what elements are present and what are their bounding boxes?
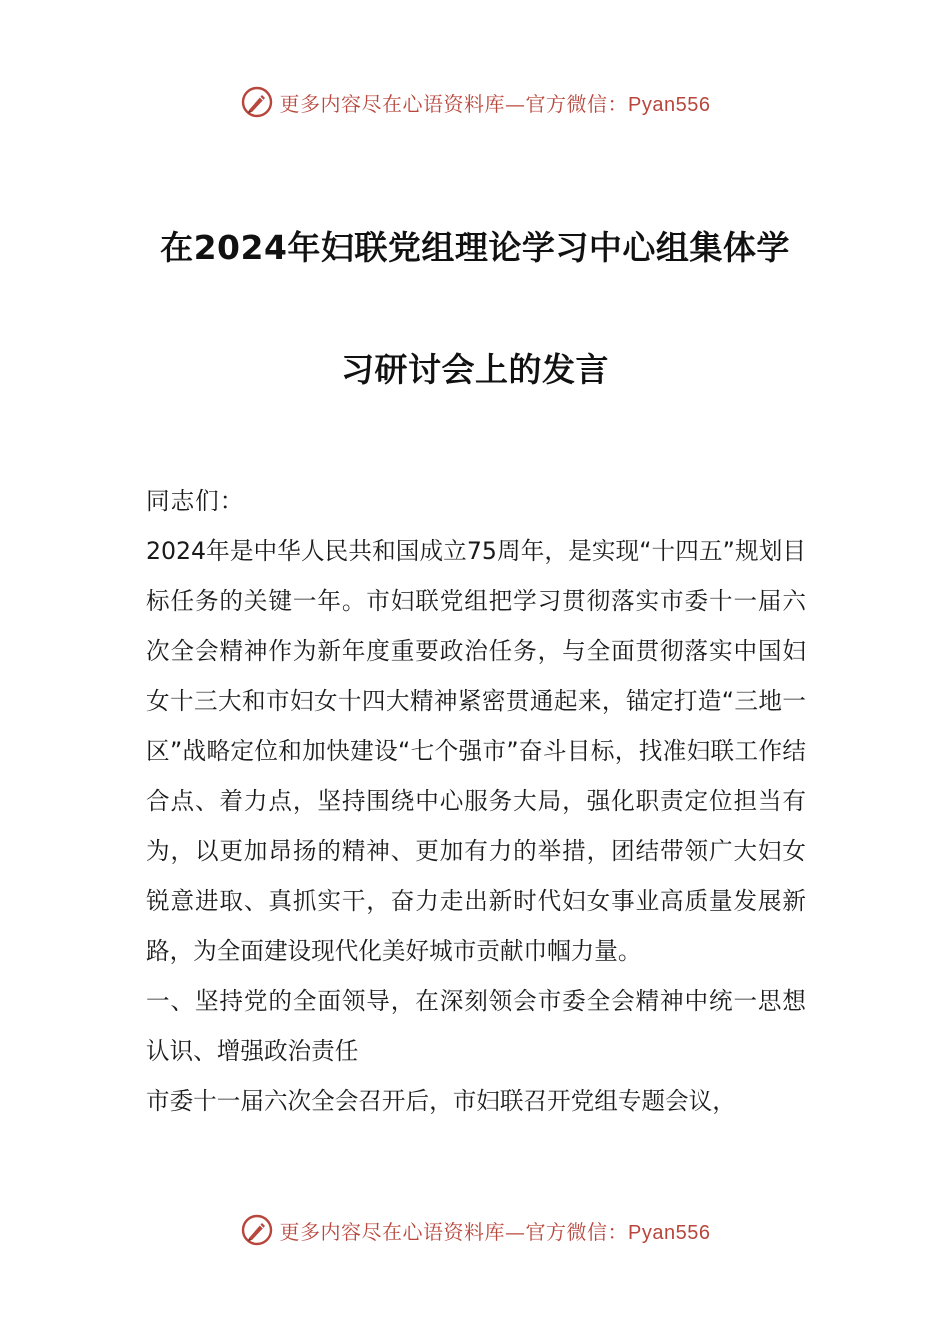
watermark-banner-top — [0, 80, 950, 124]
section-heading-1: 一、坚持党的全面领导，在深刻领会市委全会精神中统一思想认识、增强政治责任 — [146, 987, 806, 1065]
document-title-line2: 习研讨会上的发言 — [341, 350, 609, 389]
watermark-text-cn: 更多内容尽在心语资料库—官方微信： — [279, 1219, 629, 1244]
watermark-wechat-id: Pyan556 — [628, 93, 711, 116]
pen-logo-icon — [240, 85, 274, 119]
watermark-text — [280, 88, 711, 117]
document-body — [146, 476, 806, 1126]
watermark-text-cn: 更多内容尽在心语资料库—官方微信： — [279, 91, 629, 116]
watermark-text — [280, 1216, 711, 1245]
watermark-wechat-id: Pyan556 — [628, 1221, 711, 1244]
watermark-banner-bottom — [0, 1208, 950, 1252]
document-title-line1: 在2024年妇联党组理论学习中心组集体学 — [160, 228, 790, 267]
paragraph-intro: 2024年是中华人民共和国成立75周年，是实现“十四五”规划目标任务的关键一年。市妇联党组把学习贯彻落实市委十一届六次全会精神作为新年度重要政治任务，与全面贯彻落实中国妇女十三大和市妇女十四大精神紧密贯通起来，锚定打造“三地一区”战略定位和加快建设“七个强市”奋斗目标，找准妇联工作结合点、着力点，坚持围绕中心服务大局，强化职责定位担当有为，以更加昂扬的精神、更加有力的举措，团结带领广大妇女锐意进取、真抓实干，奋力走出新时代妇女事业高质量发展新路，为全面建设现代化美好城市贡献巾帼力量。 — [146, 537, 806, 965]
paragraph-section-1: 市委十一届六次全会召开后，市妇联召开党组专题会议， — [146, 1087, 736, 1115]
greeting: 同志们： — [146, 487, 245, 515]
pen-logo-icon — [240, 1213, 274, 1247]
